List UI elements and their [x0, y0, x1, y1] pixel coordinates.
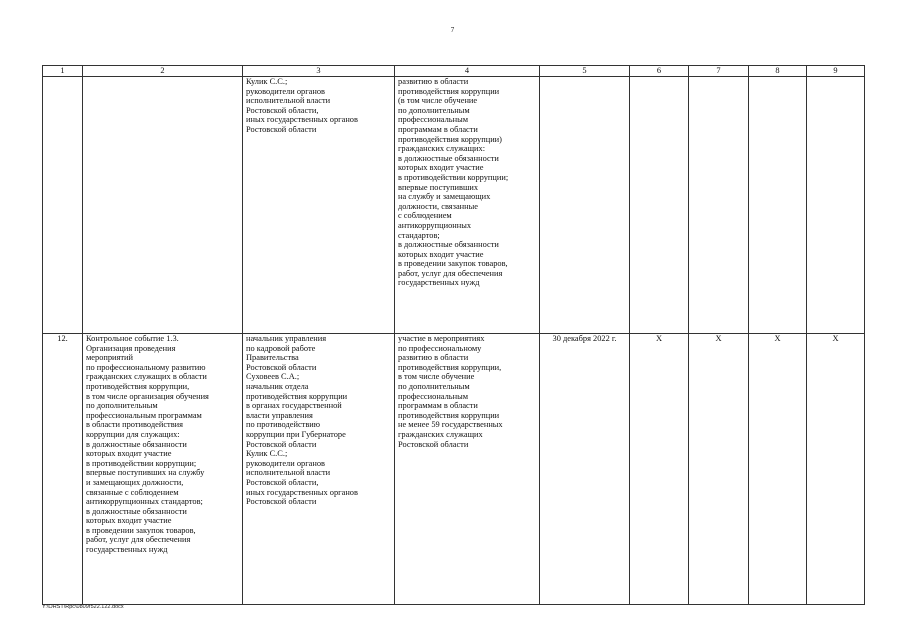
header-cell: 4 — [395, 66, 540, 77]
cell-event: Контрольное событие 1.3. Организация проведения мероприятий по профессиональному развитию гражданских служащих в области противодействия коррупции, в том числе организация обучения по дополнительным профессиональным программам в области противодействия коррупции для служащих: в должностные обязанности которых входит участие в противодействии коррупции; впервые поступивших на службу и замещающих должности, связанные с соблюдением антикоррупционных стандартов; в должностные обязанности которых входит участие в проведении закупок товаров, работ, услуг для обеспечения государственных нужд — [83, 334, 243, 605]
header-cell: 5 — [540, 66, 630, 77]
cell-col9: Х — [807, 334, 865, 605]
cell-col7: Х — [689, 334, 749, 605]
footer-file-path: Y:\ORST\Rpc\0809r522.122.docx — [42, 604, 124, 610]
cell-event — [83, 77, 243, 334]
cell-number: 12. — [43, 334, 83, 605]
header-cell: 7 — [689, 66, 749, 77]
header-cell: 6 — [630, 66, 689, 77]
cell-col8 — [749, 77, 807, 334]
page-number: 7 — [450, 26, 455, 34]
header-cell: 9 — [807, 66, 865, 77]
cell-col8: Х — [749, 334, 807, 605]
table-row-continued — [43, 77, 865, 334]
cell-responsible: начальник управления по кадровой работе Правительства Ростовской области Суховеев С.А.; начальник отдела противодействия коррупции в органах государственной власти управления по противодействию коррупции при Губернаторе Ростовской области Кулик С.С.; руководители органов исполнительной власти Ростовской области, иных государственных органов Ростовской области — [243, 334, 395, 605]
table-row-12 — [43, 334, 865, 605]
cell-date: 30 декабря 2022 г. — [540, 334, 630, 605]
cell-result: развитию в области противодействия коррупции (в том числе обучение по дополнительным профессиональным программам в области противодействия коррупции) гражданских служащих: в должностные обязанности которых входит участие в противодействии коррупции; впервые поступивших на службу и замещающих должности, связанные с соблюдением антикоррупционных стандартов; в должностные обязанности которых входит участие в проведении закупок товаров, работ, услуг для обеспечения государственных нужд — [395, 77, 540, 334]
cell-col7 — [689, 77, 749, 334]
cell-col6: Х — [630, 334, 689, 605]
header-cell: 3 — [243, 66, 395, 77]
cell-responsible: Кулик С.С.; руководители органов исполнительной власти Ростовской области, иных государственных органов Ростовской области — [243, 77, 395, 334]
table-header-row — [43, 66, 865, 77]
header-cell: 2 — [83, 66, 243, 77]
cell-date — [540, 77, 630, 334]
cell-col6 — [630, 77, 689, 334]
header-cell: 8 — [749, 66, 807, 77]
cell-result: участие в мероприятиях по профессиональному развитию в области противодействия коррупции, в том числе обучение по дополнительным профессиональным программам в области противодействия коррупции не менее 59 государственных гражданских служащих Ростовской области — [395, 334, 540, 605]
cell-number — [43, 77, 83, 334]
plan-table — [42, 65, 865, 605]
header-cell: 1 — [43, 66, 83, 77]
cell-col9 — [807, 77, 865, 334]
